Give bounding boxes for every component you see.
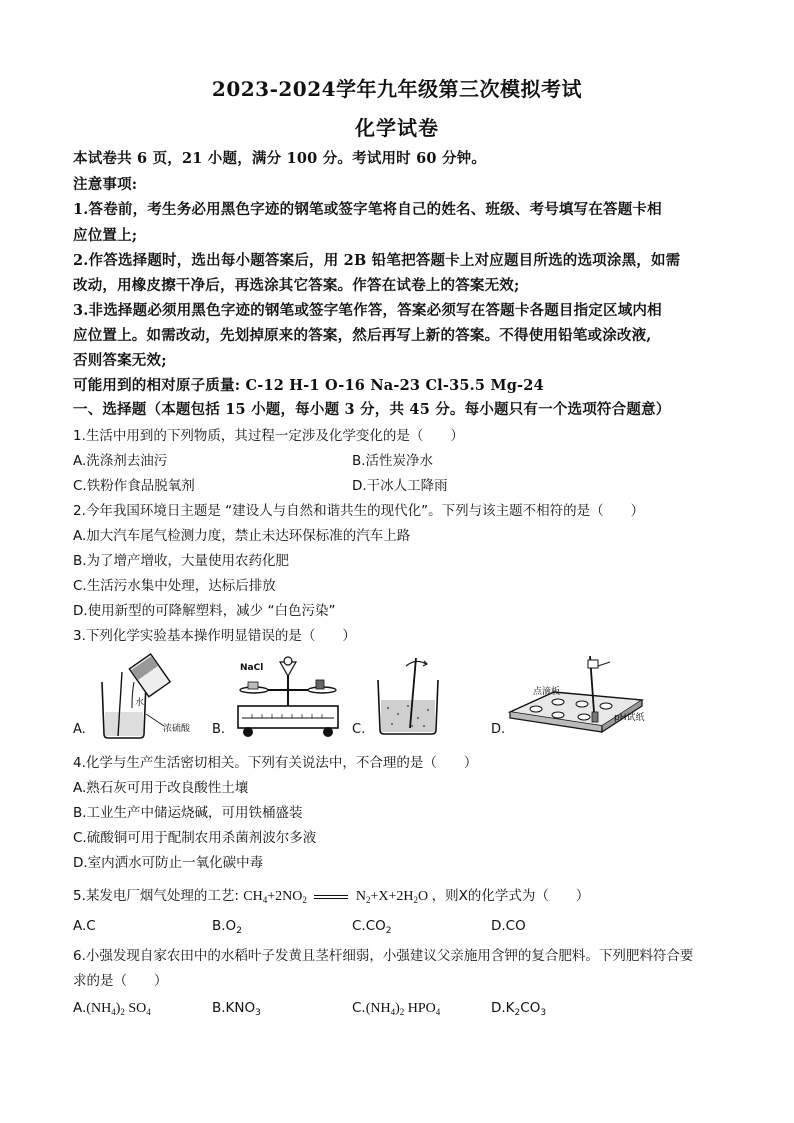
q3-stem: 3.下列化学实验基本操作明显错误的是（ ） — [73, 628, 356, 644]
q6-c-hpo: HPO — [407, 1001, 436, 1016]
rule-1-line-1: 1.答卷前，考生务必用黑色字迹的钢笔或签字笔将自己的姓名、班级、考号填写在答题卡相 — [73, 201, 662, 218]
rule-2-line-2: 改动，用橡皮擦干净后，再选涂其它答案。作答在试卷上的答案无效; — [73, 277, 520, 294]
q2-option-a: A.加大汽车尾气检测力度，禁止未达环保标准的汽车上路 — [73, 528, 411, 544]
q6-c-sub2: 2 — [399, 1007, 405, 1017]
q6-d-label: D.K — [491, 1000, 515, 1016]
q3-fig-d-paper-label: pH试纸 — [614, 713, 645, 723]
exam-subtitle: 化学试卷 — [355, 116, 439, 140]
q6-d-sub2: 2 — [514, 1008, 521, 1018]
q5-equation — [243, 889, 431, 904]
q5-stem-prefix: 5.某发电厂烟气处理的工艺: — [73, 888, 239, 904]
q5-eq-o: O — [417, 889, 429, 904]
q5-eq-sub4: 4 — [262, 895, 268, 905]
q5-option-b-sub: 2 — [236, 926, 242, 936]
q2-stem: 2.今年我国环境日主题是 “建设人与自然和谐共生的现代化”。下列与该主题不相符的是（ ） — [73, 503, 645, 519]
q6-c-nh: (NH — [365, 1001, 391, 1016]
q4-stem: 4.化学与生产生活密切相关。下列有关说法中，不合理的是（ ） — [73, 755, 478, 771]
q6-a-sub2: 2 — [120, 1007, 125, 1017]
q6-c-sub4b: 4 — [435, 1007, 441, 1017]
q6-option-a — [73, 1000, 151, 1017]
q5-eq-arrow — [314, 895, 348, 899]
q3-option-b: B. — [212, 722, 226, 737]
q6-a-label: A. — [73, 1000, 87, 1016]
notice-heading: 注意事项: — [73, 176, 138, 193]
q6-option-b — [212, 1000, 261, 1018]
q6-d-sub3: 3 — [540, 1008, 547, 1018]
q5-option-b-text: B.O — [212, 918, 237, 934]
q3-fig-d-plate-label: 点滴板 — [533, 687, 561, 697]
q5-option-c-text: C.CO — [352, 918, 386, 934]
q6-a-paren: ) — [115, 1001, 121, 1016]
q6-option-c — [352, 1000, 440, 1017]
q5-eq-x: +X+2H — [370, 889, 414, 904]
atomic-masses: 可能用到的相对原子质量: C-12 H-1 O-16 Na-23 Cl-35.5 Mg-24 — [73, 377, 544, 394]
exam-summary: 本试卷共 6 页，21 小题，满分 100 分。考试用时 60 分钟。 — [73, 150, 487, 167]
q6-b-sub3: 3 — [255, 1008, 261, 1018]
rule-3-line-2: 应位置上。如需改动，先划掉原来的答案，然后再写上新的答案。不得使用铅笔或涂改液, — [73, 327, 652, 344]
q4-option-d: D.室内洒水可防止一氧化碳中毒 — [73, 855, 264, 871]
q6-stem-line-1: 6.小强发现自家农田中的水稻叶子发黄且茎杆细弱，小强建议父亲施用含钾的复合肥料。下列肥料符合要 — [73, 948, 694, 964]
q5-stem — [73, 884, 589, 905]
q1-option-a: A.洗涤剂去油污 — [73, 453, 168, 469]
q5-option-c-sub: 2 — [385, 926, 392, 936]
q6-c-paren: ) — [395, 1001, 400, 1016]
q3-option-d: D. — [491, 722, 506, 737]
q1-stem: 1.生活中用到的下列物质，其过程一定涉及化学变化的是（ ） — [73, 428, 464, 444]
q4-option-a: A.熟石灰可用于改良酸性土壤 — [73, 780, 249, 796]
q6-d-co: CO — [520, 1000, 541, 1016]
q6-a-sub4: 4 — [111, 1007, 116, 1017]
q5-option-a: A.C — [73, 918, 96, 934]
q5-eq-sub2a: 2 — [302, 895, 307, 905]
q6-c-sub4: 4 — [390, 1007, 396, 1017]
q6-option-d — [491, 1000, 546, 1018]
q1-option-d: D.干冰人工降雨 — [352, 478, 448, 494]
rule-1-line-2: 应位置上; — [73, 227, 138, 244]
q6-a-nh: (NH — [86, 1001, 112, 1016]
q6-a-sub4b: 4 — [146, 1007, 151, 1017]
q3-fig-b-nacl-label: NaCl — [240, 663, 264, 673]
q6-stem-line-2: 求的是（ ） — [73, 973, 168, 989]
q3-figure-d-spot-plate — [506, 652, 656, 736]
q5-eq-sub2b: 2 — [365, 895, 371, 905]
q5-option-d: D.CO — [491, 918, 526, 934]
q2-option-b: B.为了增产增收，大量使用农药化肥 — [73, 553, 290, 569]
q1-option-c: C.铁粉作食品脱氧剂 — [73, 478, 195, 494]
q3-option-c: C. — [352, 722, 366, 737]
q3-figure-c-stirring — [372, 652, 452, 736]
q2-option-c: C.生活污水集中处理，达标后排放 — [73, 578, 276, 594]
q5-eq-no: +2NO — [267, 889, 303, 904]
q5-eq-n: N — [355, 889, 366, 904]
q5-option-c — [352, 918, 392, 936]
q2-option-d: D.使用新型的可降解塑料，减少 “白色污染” — [73, 603, 336, 619]
q5-eq-ch: CH — [243, 889, 263, 904]
q6-a-so: SO — [128, 1001, 147, 1016]
q4-option-c: C.硫酸铜可用于配制农用杀菌剂波尔多液 — [73, 830, 317, 846]
q6-c-label: C. — [352, 1000, 366, 1016]
q5-eq-sub2c: 2 — [413, 895, 418, 905]
section-1-heading: 一、选择题（本题包括 15 小题，每小题 3 分，共 45 分。每小题只有一个选项符合题意） — [73, 401, 671, 418]
q3-option-a: A. — [73, 722, 86, 737]
q3-fig-a-water-label: 水 — [135, 698, 145, 708]
rule-3-line-3: 否则答案无效; — [73, 352, 167, 369]
q6-b-label: B.KNO — [212, 1000, 256, 1016]
q1-option-b: B.活性炭净水 — [352, 453, 434, 469]
q6-c-formula — [366, 1001, 441, 1016]
q5-option-b — [212, 918, 242, 936]
q6-a-formula — [86, 1001, 150, 1016]
rule-2-line-1: 2.作答选择题时，选出每小题答案后，用 2B 铅笔把答题卡上对应题目所选的选项涂黑，如需 — [73, 252, 681, 269]
q5-stem-suffix: ，则X的化学式为（ ） — [431, 888, 590, 904]
exam-title: 2023-2024学年九年级第三次模拟考试 — [211, 77, 583, 101]
q4-option-b: B.工业生产中储运烧碱，可用铁桶盛装 — [73, 805, 303, 821]
q3-fig-a-acid-label: 浓硫酸 — [163, 724, 191, 734]
rule-3-line-1: 3.非选择题必须用黑色字迹的钢笔或签字笔作答，答案必须写在答题卡各题目指定区域内相 — [73, 302, 662, 319]
